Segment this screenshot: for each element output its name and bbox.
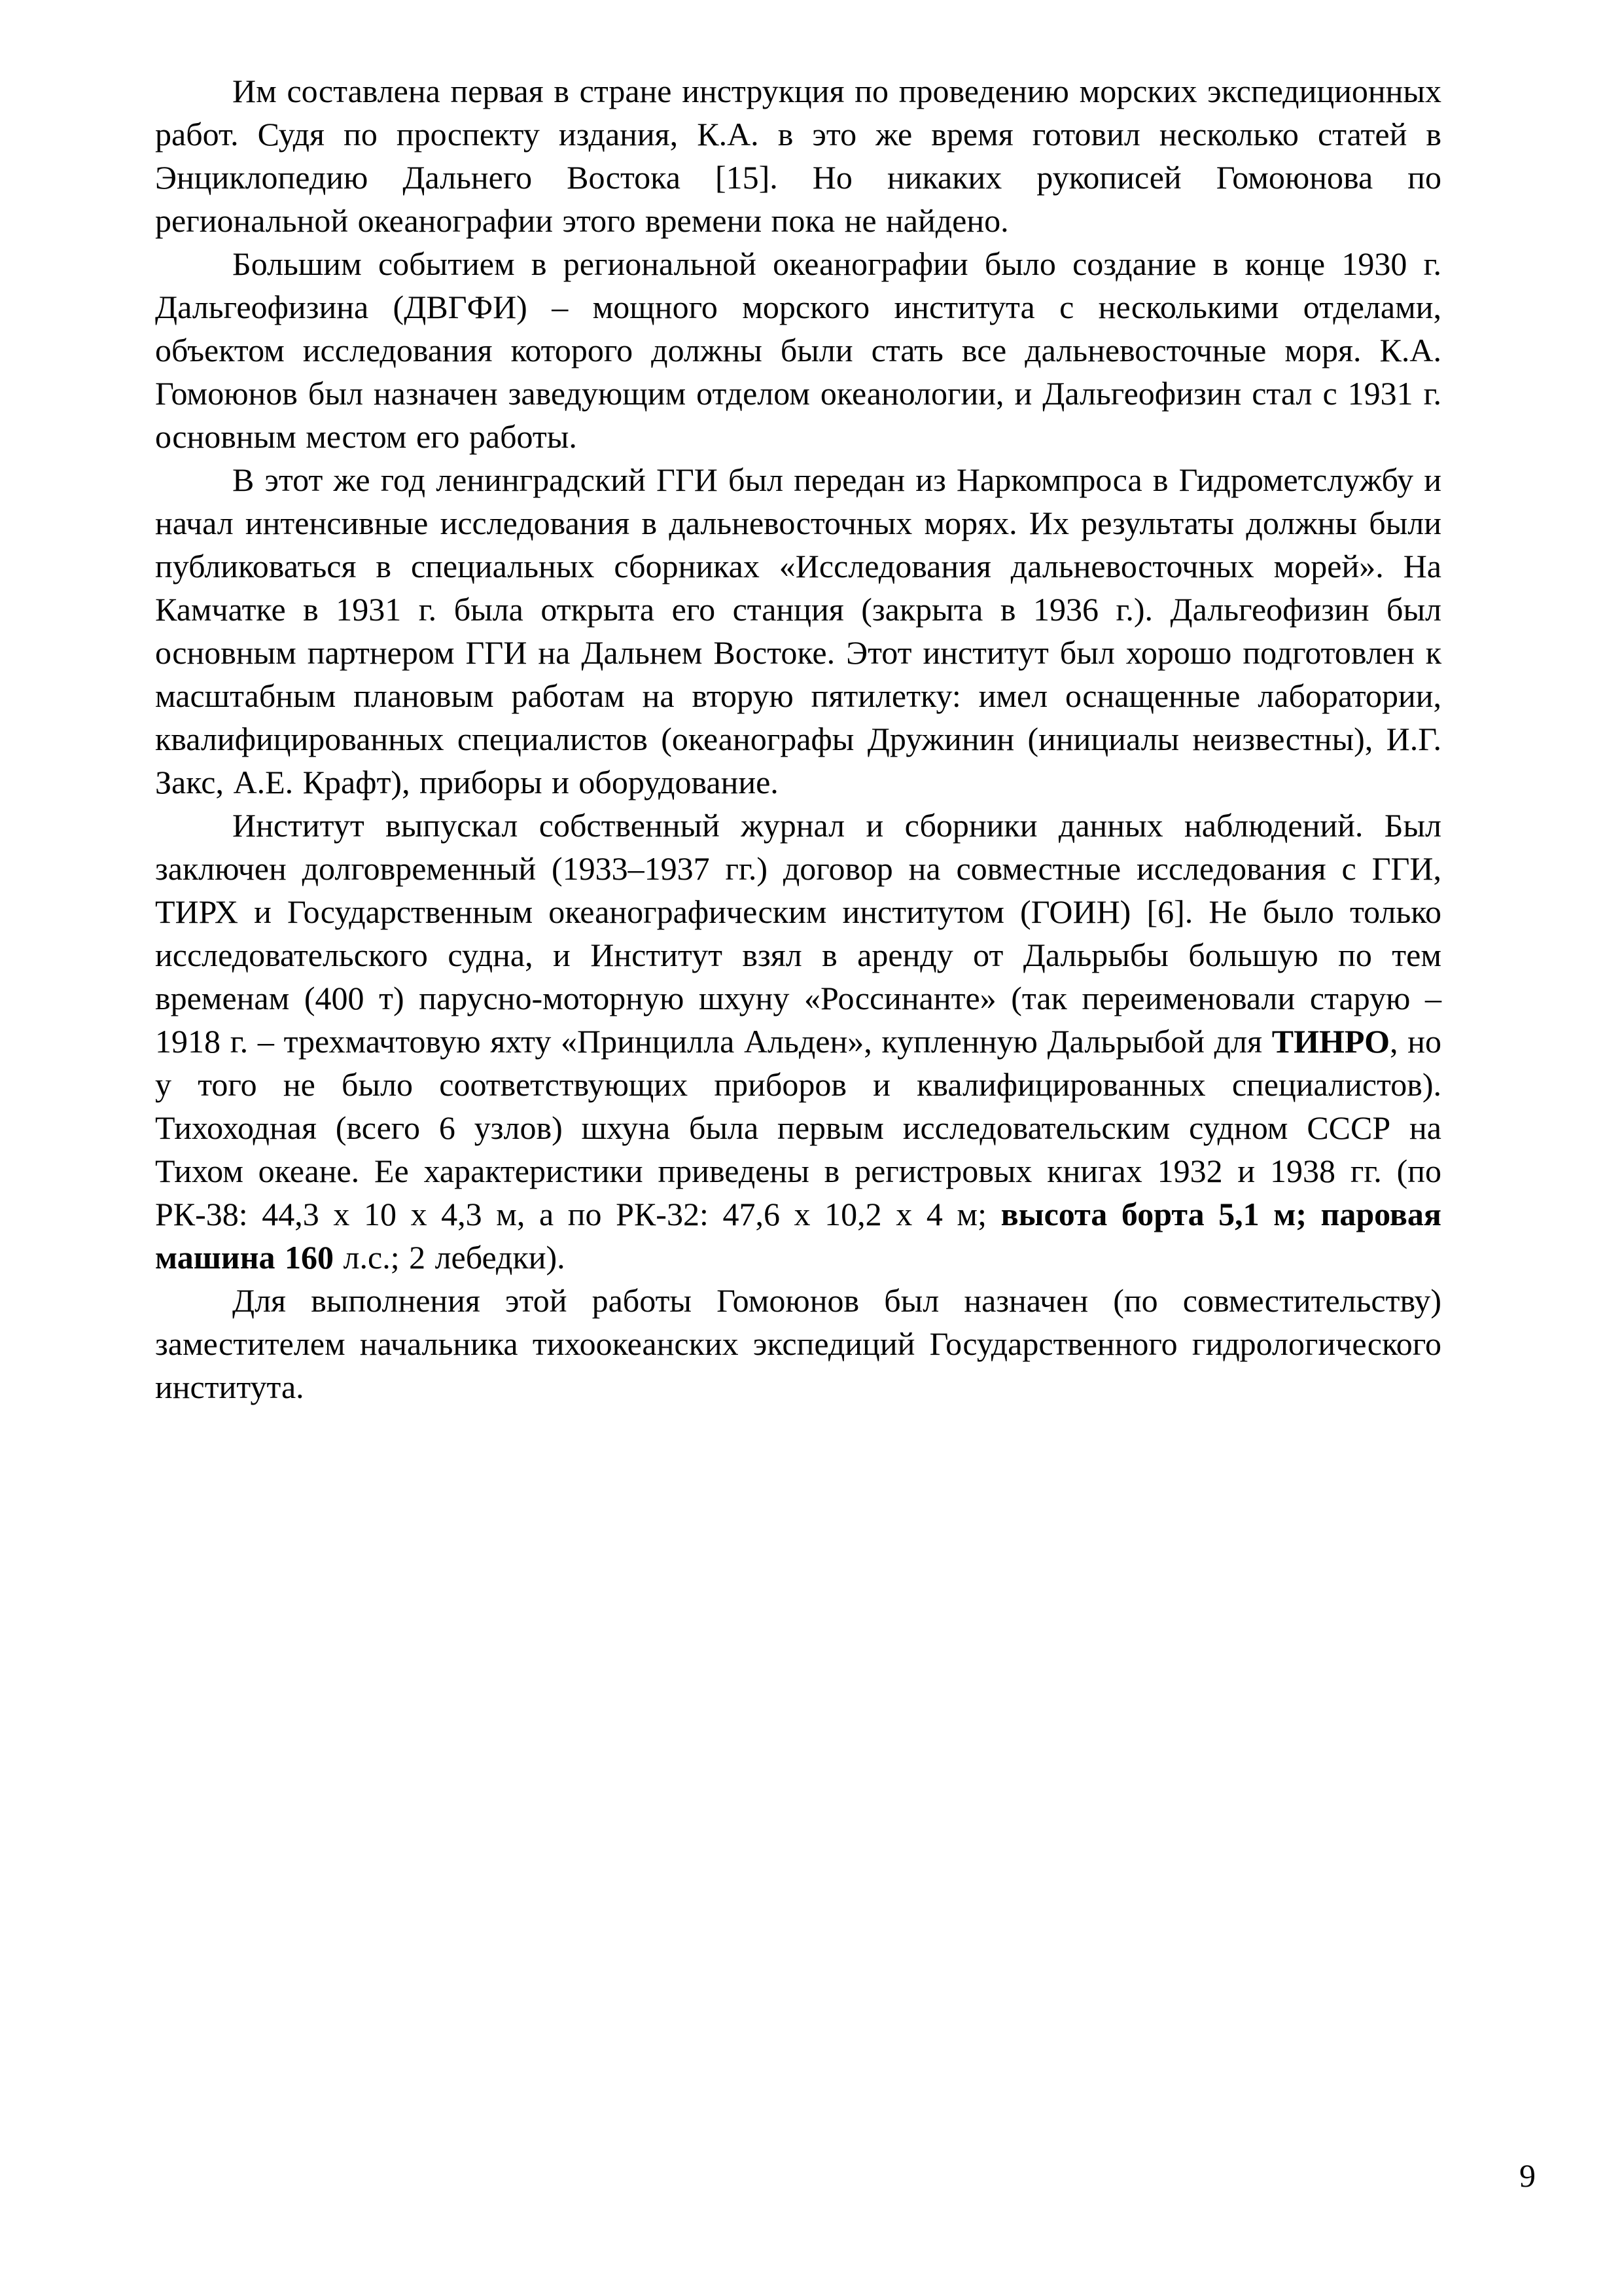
paragraph xyxy=(155,69,1441,242)
text-run: В этот же год ленинградский ГГИ был передан из Наркомпроса в Гидрометслужбу и начал интенсивные исследования в дальневосточных морях. Их результаты должны были публиковаться в специальных сборниках «Исследования дальневосточных морей». На Камчатке в 1931 г. была открыта его станция (закрыта в 1936 г.). Дальгеофизин был основным партнером ГГИ на Дальнем Востоке. Этот институт был хорошо подготовлен к масштабным плановым работам на вторую пятилетку: имел оснащенные лаборатории, квалифицированных специалистов (океанографы Дружинин (инициалы неизвестны), И.Г. Закс, А.Е. Крафт), приборы и оборудование. xyxy=(155,461,1441,800)
text-run: л.с.; 2 лебедки). xyxy=(334,1239,565,1276)
paragraph xyxy=(155,804,1441,1279)
page-number: 9 xyxy=(1519,2157,1536,2194)
text-run: Им составлена первая в стране инструкция по проведению морских экспедиционных работ. Судя по проспекту издания, К.А. в это же время готовил несколько статей в Энциклопедию Дальнего Востока [15]. Но никаких рукописей Гомоюнова по региональной океанографии этого времени пока не найдено. xyxy=(155,73,1441,239)
bold-text-run: ТИНРО xyxy=(1271,1023,1390,1060)
bold-text-run: высота борта 5,1 м; паровая машина 160 xyxy=(155,1196,1441,1276)
text-run: Большим событием в региональной океанографии было создание в конце 1930 г. Дальгеофизина (ДВГФИ) – мощного морского института с несколькими отделами, объектом исследования которого должны были стать все дальневосточные моря. К.А. Гомоюнов был назначен заведующим отделом океанологии, и Дальгеофизин стал с 1931 г. основным местом его работы. xyxy=(155,245,1441,455)
text-run: , но у того не было соответствующих приборов и квалифицированных специалистов). Тихоходная (всего 6 узлов) шхуна была первым исследовательским судном СССР на Тихом океане. Ее характеристики приведены в регистровых книгах 1932 и 1938 гг. (по РК-38: 44,3 х 10 х 4,3 м, а по РК-32: 47,6 х 10,2 х 4 м; xyxy=(155,1023,1441,1232)
paragraph xyxy=(155,1279,1441,1408)
paragraph xyxy=(155,242,1441,458)
text-body xyxy=(155,69,1441,1408)
text-run: Институт выпускал собственный журнал и сборники данных наблюдений. Был заключен долговременный (1933–1937 гг.) договор на совместные исследования с ГГИ, ТИРХ и Государственным океанографическим институтом (ГОИН) [6]. Не было только исследовательского судна, и Институт взял в аренду от Дальрыбы большую по тем временам (400 т) парусно-моторную шхуну «Россинанте» (так переименовали старую – 1918 г. – трехмачтовую яхту «Принцилла Альден», купленную Дальрыбой для xyxy=(155,807,1441,1060)
paragraph xyxy=(155,458,1441,804)
text-run: Для выполнения этой работы Гомоюнов был назначен (по совместительству) заместителем начальника тихоокеанских экспедиций Государственного гидрологического института. xyxy=(155,1282,1441,1405)
